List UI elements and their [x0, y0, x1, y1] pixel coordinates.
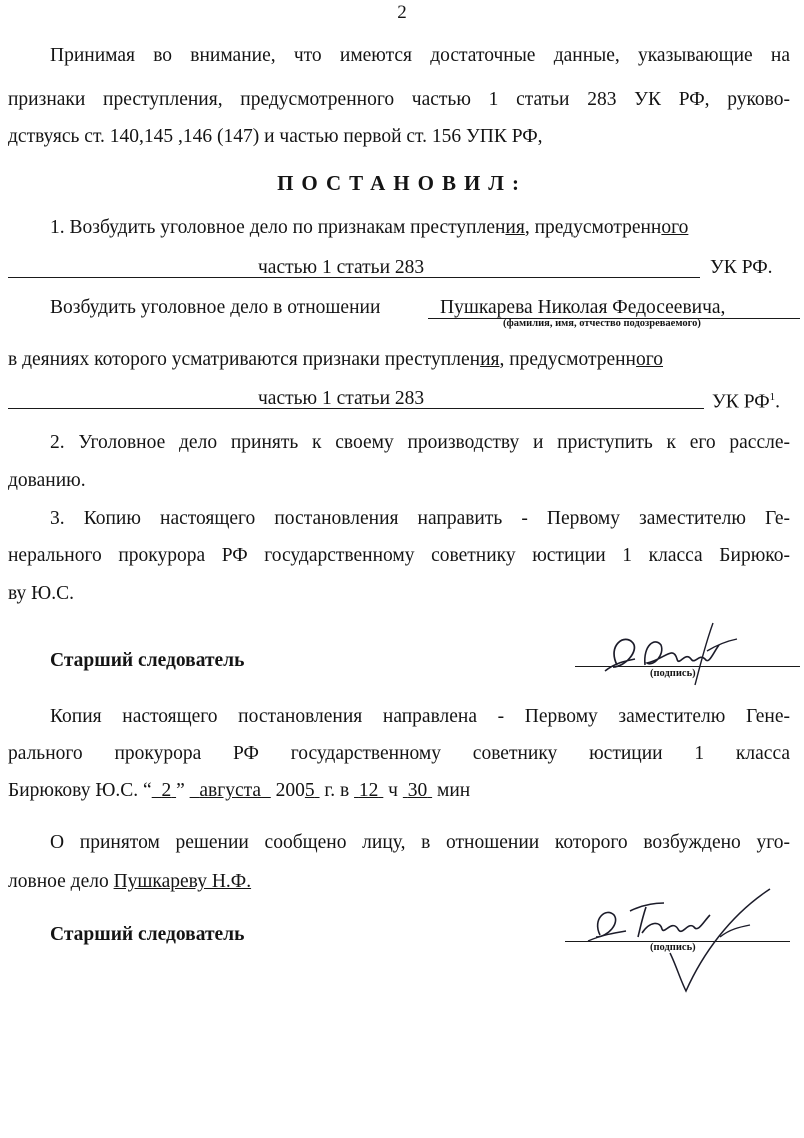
suspect-caption: (фамилия, имя, отчество подозреваемого)	[503, 318, 701, 329]
item3-line-1: 3. Копию настоящего постановления направить - Первому заместителю Ге-	[50, 508, 790, 529]
copy-year-digit: 5	[304, 780, 315, 801]
footnote-mark: 1	[769, 391, 776, 403]
notify-line-2: ловное дело Пушкареву Н.Ф.	[8, 871, 252, 892]
copy-minute: 30	[407, 780, 428, 801]
notify-line-1: О принятом решении сообщено лицу, в отношении которого возбуждено уго-	[50, 832, 790, 853]
deeds-line: в деяниях которого усматриваются признаки преступления, предусмотренного	[8, 349, 664, 370]
page-number: 2	[397, 2, 407, 23]
criminal-code-label-2: УК $РФ^1$.	[712, 391, 780, 413]
intro-line-2: признаки преступления, предусмотренного частью 1 статьи 283 УК РФ, руково-	[8, 89, 790, 110]
heading-postanovil: ПОСТАНОВИЛ:	[277, 171, 527, 195]
signature-caption-1: (подпись)	[650, 668, 696, 679]
handwritten-signature-2	[580, 885, 780, 995]
copy-note-line-3: Бирюкову Ю.С. “ 2 ” августа 2005 г. в 12 ч 30 мин	[8, 780, 471, 801]
copy-month: августа	[199, 780, 262, 801]
copy-note-line-1: Копия настоящего постановления направлена - Первому заместителю Гене-	[50, 706, 790, 727]
suspect-label: Возбудить уголовное дело в отношении	[50, 297, 381, 318]
article-fill-text: частью 1 статьи 283	[258, 257, 425, 278]
criminal-code-label: УК РФ.	[710, 257, 773, 278]
copy-day: 2	[161, 780, 172, 801]
item3-line-3: ву Ю.С.	[8, 583, 74, 604]
item1-line-1: 1. Возбудить уголовное дело по признакам преступления, предусмотренного	[50, 217, 689, 238]
item2-line-2: дованию.	[8, 470, 86, 491]
signature-caption-2: (подпись)	[650, 942, 696, 953]
handwritten-signature-1	[595, 615, 755, 690]
article-fill-text-2: частью 1 статьи 283	[258, 388, 425, 409]
copy-note-line-2: рального прокурора РФ государственному советнику юстиции 1 класса	[8, 743, 790, 764]
copy-hour: 12	[358, 780, 379, 801]
signature-title-2: Старший следователь	[50, 924, 245, 945]
item3-line-2: нерального прокурора РФ государственному советнику юстиции 1 класса Бирюко-	[8, 545, 790, 566]
item2-line-1: 2. Уголовное дело принять к своему производству и приступить к его рассле-	[50, 432, 790, 453]
intro-line-1: Принимая во внимание, что имеются достаточные данные, указывающие на	[50, 45, 790, 66]
suspect-name: Пушкарева Николая Федосеевича,	[440, 297, 726, 318]
signature-title-1: Старший следователь	[50, 650, 245, 671]
intro-line-3: дствуясь ст. 140,145 ,146 (147) и частью первой ст. 156 УПК РФ,	[8, 126, 543, 147]
